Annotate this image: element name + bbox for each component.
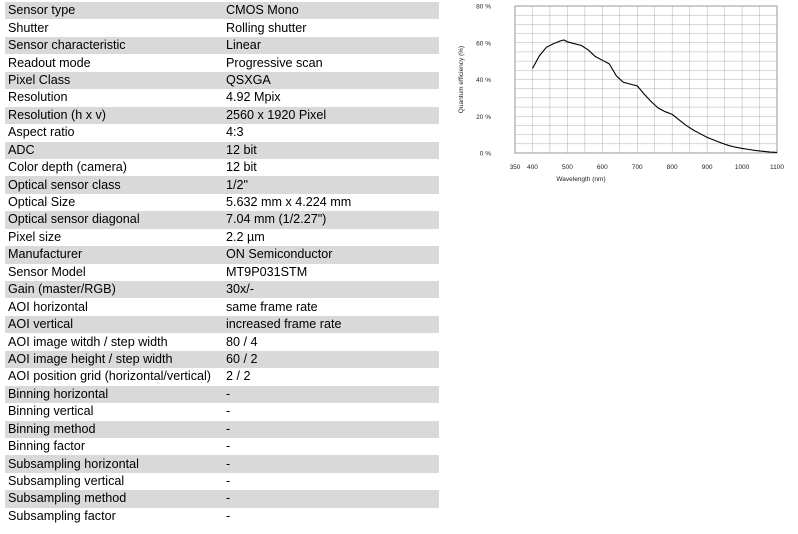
- x-tick-label: 400: [527, 164, 538, 171]
- spec-value: -: [223, 455, 439, 472]
- y-tick-label: 60 %: [476, 40, 491, 48]
- spec-label: Aspect ratio: [5, 124, 223, 141]
- spec-row: [5, 89, 439, 106]
- spec-row: [5, 72, 439, 89]
- spec-row: [5, 211, 439, 228]
- spec-value: QSXGA: [223, 72, 439, 89]
- spec-value: 2 / 2: [223, 368, 439, 385]
- spec-label: AOI vertical: [5, 316, 223, 333]
- spec-label: Color depth (camera): [5, 159, 223, 176]
- spec-row: [5, 264, 439, 281]
- x-tick-label: 1000: [734, 164, 750, 171]
- x-tick-label: 700: [631, 164, 643, 171]
- spec-row: [5, 37, 439, 54]
- spec-label: Sensor characteristic: [5, 37, 223, 54]
- spec-value: -: [223, 508, 439, 525]
- spec-label: Optical sensor diagonal: [5, 211, 223, 228]
- spec-row: [5, 54, 439, 71]
- spec-label: AOI image witdh / step width: [5, 333, 223, 350]
- spec-row: [5, 246, 439, 263]
- spec-value: 30x/-: [223, 281, 439, 298]
- spec-value: -: [223, 386, 439, 403]
- spec-row: [5, 333, 439, 350]
- spec-value: CMOS Mono: [223, 2, 439, 19]
- spec-row: [5, 316, 439, 333]
- spec-value: -: [223, 490, 439, 507]
- spec-row: [5, 421, 439, 438]
- spec-value: 12 bit: [223, 142, 439, 159]
- spec-row: [5, 490, 439, 507]
- spec-row: [5, 368, 439, 385]
- spec-row: [5, 403, 439, 420]
- y-tick-label: 0 %: [479, 150, 491, 158]
- spec-value: 2.2 µm: [223, 229, 439, 246]
- spec-row: [5, 455, 439, 472]
- spec-row: [5, 2, 439, 19]
- spec-row: [5, 298, 439, 315]
- spec-row: [5, 386, 439, 403]
- spec-row: [5, 124, 439, 141]
- spec-value: increased frame rate: [223, 316, 439, 333]
- spec-label: AOI image height / step width: [5, 351, 223, 368]
- spec-label: Pixel size: [5, 229, 223, 246]
- spec-value: Linear: [223, 37, 439, 54]
- y-tick-label: 80 %: [476, 3, 491, 11]
- spec-value: 60 / 2: [223, 351, 439, 368]
- spec-label: Resolution: [5, 89, 223, 106]
- y-axis-ticks: [476, 4, 491, 158]
- x-tick-label: 600: [596, 164, 608, 171]
- spec-value: 2560 x 1920 Pixel: [223, 107, 439, 124]
- spec-row: [5, 508, 439, 525]
- spec-row: [5, 194, 439, 211]
- spec-label: Manufacturer: [5, 246, 223, 263]
- spec-label: ADC: [5, 142, 223, 159]
- spec-label: Pixel Class: [5, 72, 223, 89]
- spec-value: 80 / 4: [223, 333, 439, 350]
- spec-label: Sensor Model: [5, 264, 223, 281]
- spec-value: -: [223, 473, 439, 490]
- x-tick-label: 800: [666, 164, 678, 171]
- spec-value: -: [223, 421, 439, 438]
- spec-label: Sensor type: [5, 2, 223, 19]
- spec-value: 4:3: [223, 124, 439, 141]
- spec-label: Subsampling horizontal: [5, 455, 223, 472]
- spec-label: Readout mode: [5, 54, 223, 71]
- spec-row: [5, 142, 439, 159]
- spec-label: AOI horizontal: [5, 298, 223, 315]
- spec-label: Gain (master/RGB): [5, 281, 223, 298]
- spec-label: Binning method: [5, 421, 223, 438]
- spec-label: Binning vertical: [5, 403, 223, 420]
- spec-value: same frame rate: [223, 298, 439, 315]
- spec-value: MT9P031STM: [223, 264, 439, 281]
- spec-label: Subsampling method: [5, 490, 223, 507]
- spec-value: ON Semiconductor: [223, 246, 439, 263]
- x-axis-ticks: [510, 164, 785, 171]
- spec-value: Progressive scan: [223, 54, 439, 71]
- spec-row: [5, 473, 439, 490]
- spec-row: [5, 281, 439, 298]
- spec-row: [5, 438, 439, 455]
- spec-row: [5, 19, 439, 36]
- y-tick-label: 20 %: [476, 113, 491, 121]
- spec-value: 1/2": [223, 176, 439, 193]
- chart-grid: [515, 6, 777, 153]
- spec-value: 7.04 mm (1/2.27"): [223, 211, 439, 228]
- y-axis-label: Quantum efficiency (%): [458, 45, 465, 114]
- spec-label: Binning factor: [5, 438, 223, 455]
- x-tick-label: 1100: [770, 164, 784, 171]
- spec-value: 12 bit: [223, 159, 439, 176]
- spec-row: [5, 107, 439, 124]
- spec-value: -: [223, 438, 439, 455]
- spec-value: Rolling shutter: [223, 19, 439, 36]
- spec-label: Subsampling vertical: [5, 473, 223, 490]
- spec-value: -: [223, 403, 439, 420]
- spec-label: Subsampling factor: [5, 508, 223, 525]
- x-axis-label: Wavelength (nm): [556, 176, 606, 183]
- spec-row: [5, 176, 439, 193]
- spec-row: [5, 159, 439, 176]
- spec-row: [5, 229, 439, 246]
- spec-label: Optical Size: [5, 194, 223, 211]
- spec-value: 5.632 mm x 4.224 mm: [223, 194, 439, 211]
- quantum-efficiency-chart: [450, 0, 790, 190]
- x-tick-label: 500: [561, 164, 573, 171]
- spec-row: [5, 351, 439, 368]
- x-tick-label: 350: [509, 164, 521, 171]
- spec-label: AOI position grid (horizontal/vertical): [5, 368, 223, 385]
- spec-table: [5, 2, 439, 525]
- spec-value: 4.92 Mpix: [223, 89, 439, 106]
- spec-label: Binning horizontal: [5, 386, 223, 403]
- spec-table-body: [5, 2, 439, 525]
- x-tick-label: 900: [701, 164, 713, 171]
- y-tick-label: 40 %: [476, 77, 491, 84]
- spec-label: Optical sensor class: [5, 176, 223, 193]
- spec-label: Resolution (h x v): [5, 107, 223, 124]
- spec-label: Shutter: [5, 19, 223, 36]
